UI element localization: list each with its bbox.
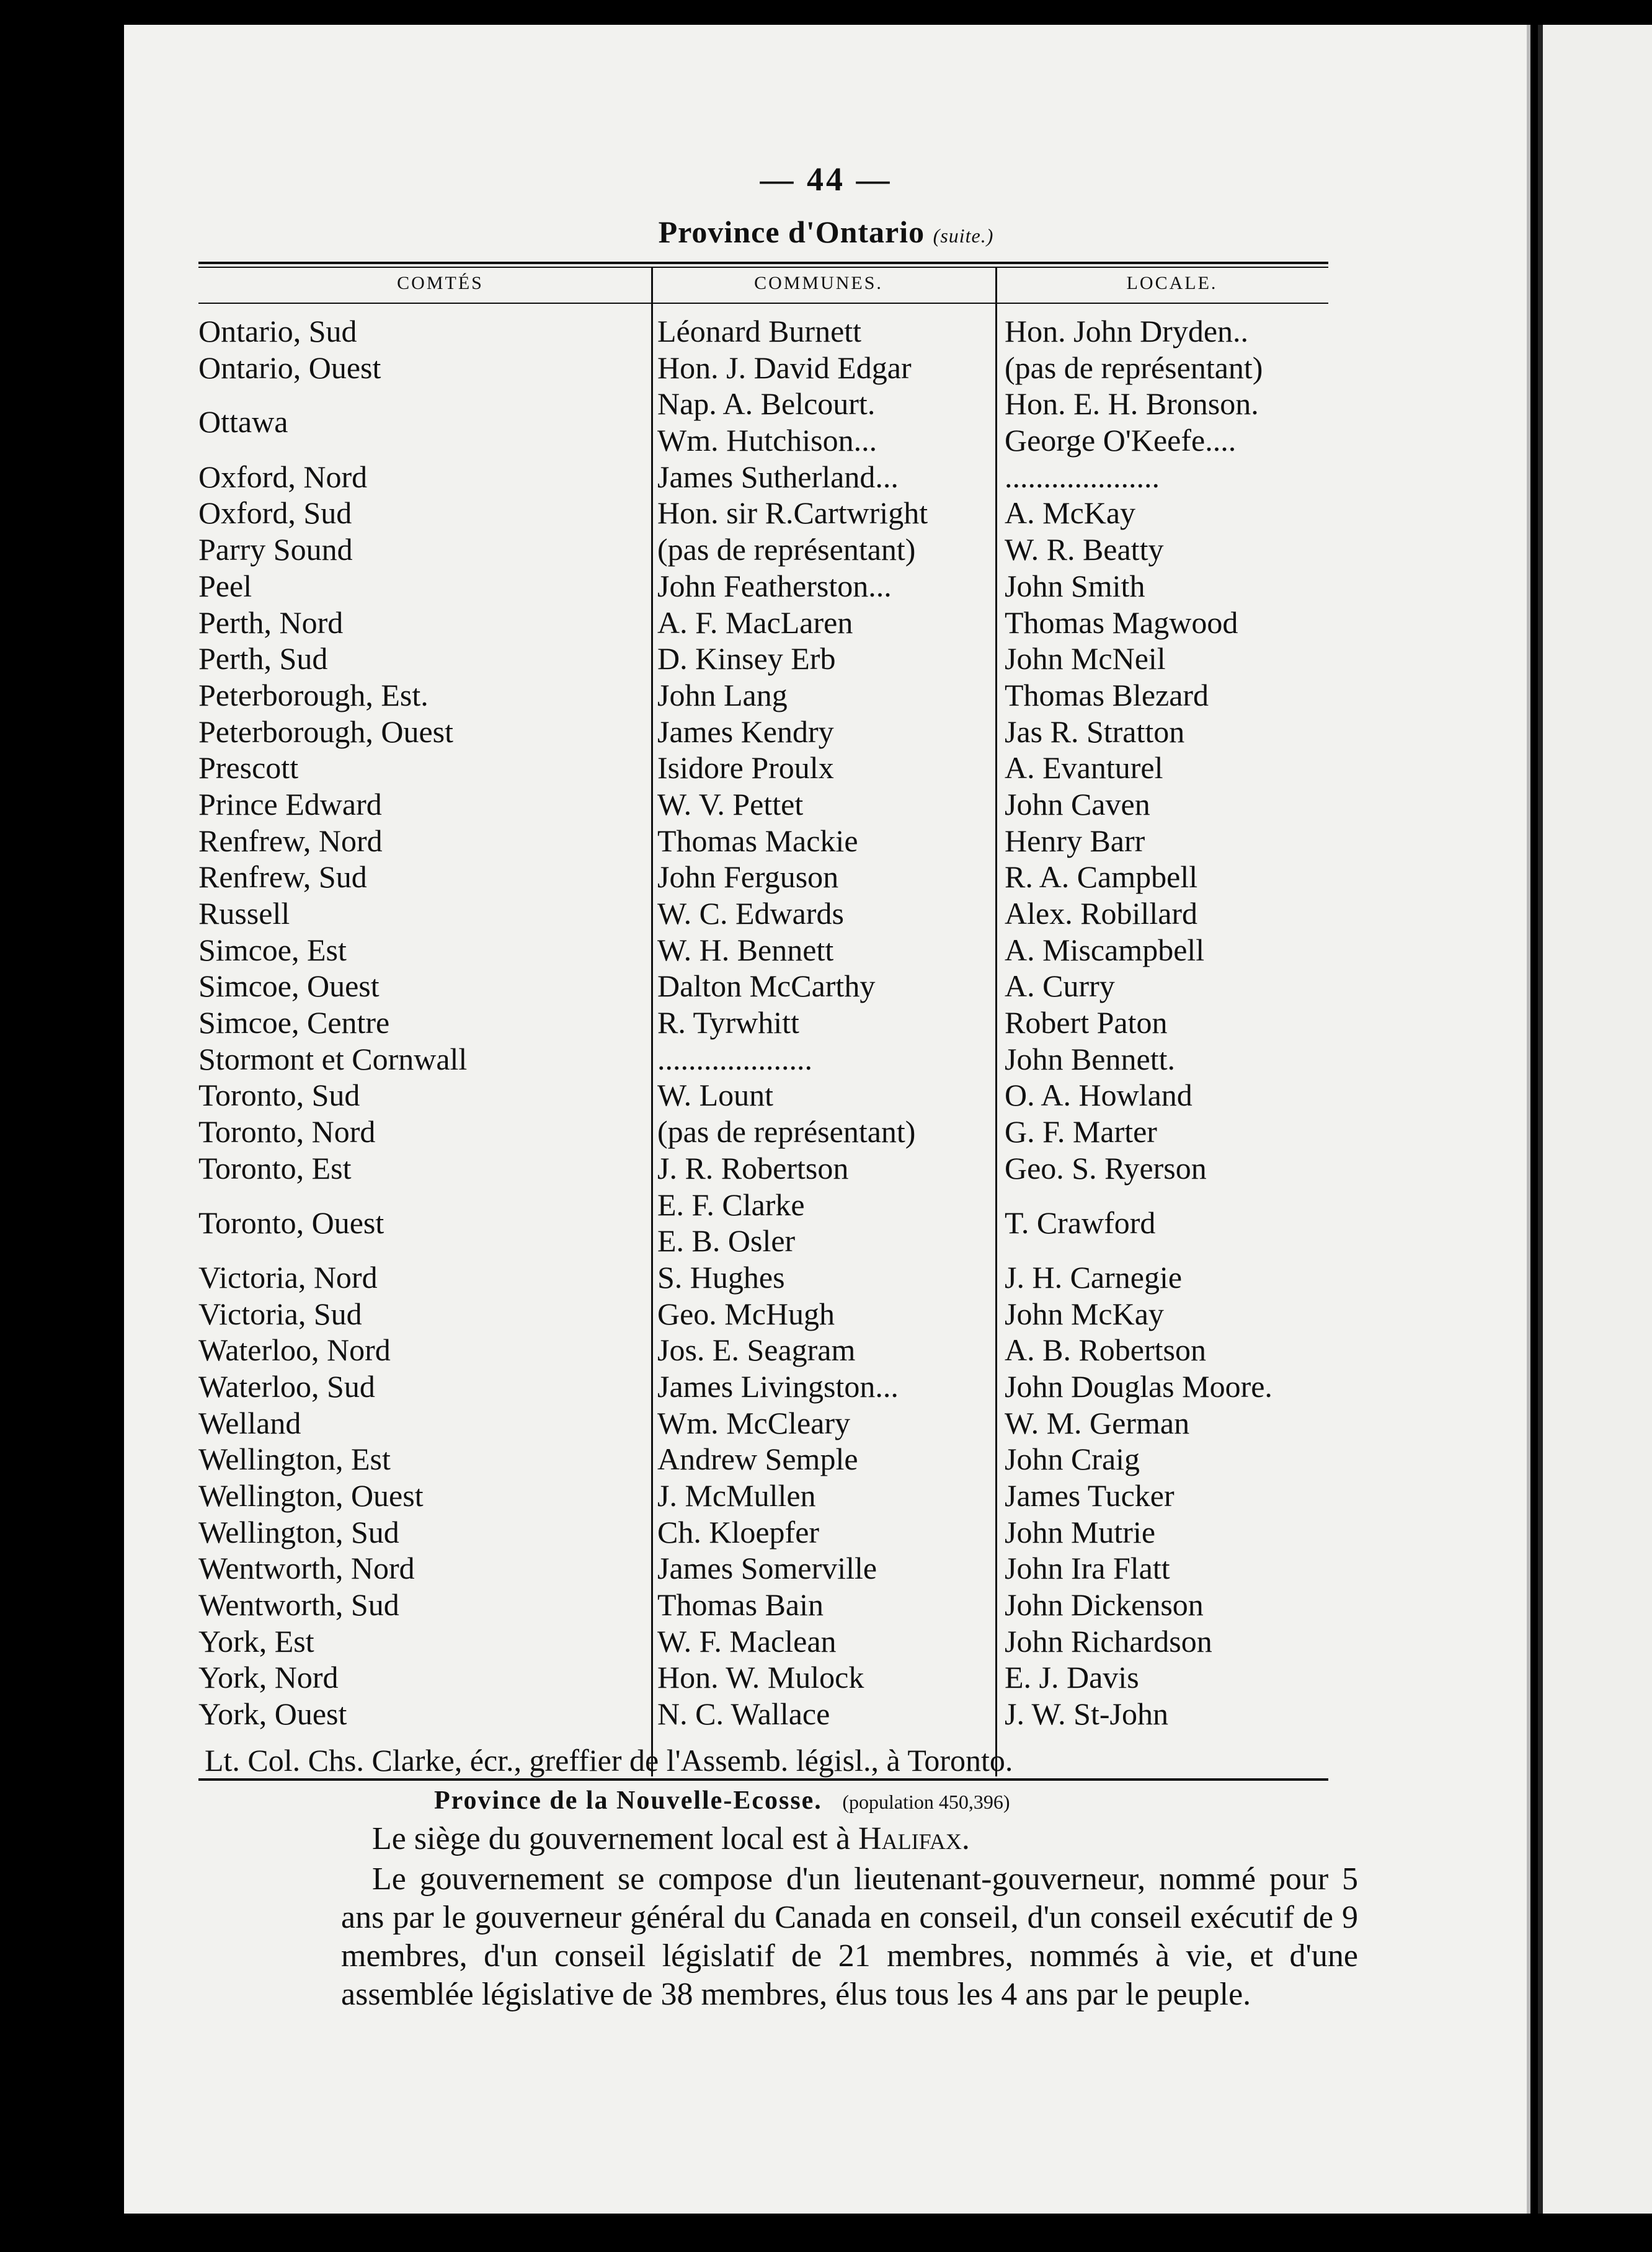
- local-cell: [1005, 350, 1327, 386]
- local-member: Thomas Blezard: [1005, 677, 1209, 712]
- seat-city: Halifax.: [858, 1821, 970, 1856]
- commons-cell: [657, 1150, 992, 1187]
- county-cell: Toronto, Est: [198, 1150, 352, 1186]
- table-row: [198, 1478, 1328, 1514]
- local-member: G. F. Marter: [1005, 1114, 1157, 1150]
- commons-member: Hon. sir R.Cartwright: [657, 495, 928, 531]
- local-cell: [1005, 313, 1327, 350]
- column-header-locale: LOCALE.: [1126, 273, 1218, 293]
- county-cell: Renfrew, Sud: [198, 859, 367, 895]
- local-member: John Caven: [1005, 786, 1150, 822]
- county-cell: Ontario, Ouest: [198, 350, 381, 385]
- table-row: [198, 932, 1328, 969]
- table-row: [198, 495, 1328, 531]
- county-cell: Oxford, Nord: [198, 459, 368, 494]
- local-cell: [1005, 1114, 1327, 1150]
- commons-member: E. F. Clarke: [657, 1187, 805, 1222]
- local-member: E. J. Davis: [1005, 1660, 1139, 1695]
- nova-scotia-title: Province de la Nouvelle-Ecosse.: [434, 1786, 822, 1815]
- table-row: [198, 1550, 1328, 1587]
- commons-member: Hon. W. Mulock: [657, 1660, 864, 1695]
- local-cell: [1005, 823, 1327, 859]
- table-row: [198, 1004, 1328, 1041]
- local-member: O. A. Howland: [1005, 1078, 1192, 1113]
- local-cell: [1005, 531, 1327, 568]
- heading-suffix: (suite.): [933, 224, 994, 247]
- local-cell: [1005, 1296, 1327, 1332]
- commons-member: Jos. E. Seagram: [657, 1332, 856, 1368]
- local-member: Hon. E. H. Bronson.: [1005, 386, 1259, 422]
- county-cell: Parry Sound: [198, 532, 353, 567]
- county-cell: Toronto, Ouest: [198, 1205, 384, 1240]
- commons-cell: [657, 1478, 992, 1514]
- local-member: J. W. St-John: [1005, 1696, 1168, 1732]
- county-cell: Ontario, Sud: [198, 314, 357, 348]
- local-member: Robert Paton: [1005, 1005, 1168, 1040]
- commons-cell: [657, 1659, 992, 1696]
- commons-member: W. C. Edwards: [657, 896, 844, 931]
- commons-member: James Somerville: [657, 1551, 877, 1586]
- commons-cell: [657, 1550, 992, 1587]
- members-table: [198, 313, 1328, 1732]
- commons-cell: [657, 1187, 992, 1259]
- county-cell: Waterloo, Sud: [198, 1368, 375, 1404]
- commons-member: A. F. MacLaren: [657, 605, 853, 640]
- table-row: [198, 1114, 1328, 1150]
- page-number: — 44 —: [760, 161, 892, 198]
- local-member: W. M. German: [1005, 1405, 1190, 1440]
- commons-member: James Livingston...: [657, 1368, 899, 1404]
- commons-cell: [657, 1405, 992, 1442]
- local-cell: [1005, 1550, 1327, 1587]
- table-row: [198, 1441, 1328, 1478]
- table-row: [198, 714, 1328, 750]
- table-row: [198, 313, 1328, 350]
- county-cell: Perth, Nord: [198, 605, 344, 640]
- table-row: [198, 1587, 1328, 1623]
- local-member: R. A. Campbell: [1005, 859, 1198, 895]
- county-cell: Wellington, Sud: [198, 1514, 399, 1549]
- local-member: John McKay: [1005, 1296, 1164, 1331]
- commons-member: W. F. Maclean: [657, 1623, 837, 1659]
- county-cell: Renfrew, Nord: [198, 823, 383, 858]
- commons-member: James Kendry: [657, 714, 834, 749]
- local-member: Alex. Robillard: [1005, 896, 1198, 931]
- commons-member: S. Hughes: [657, 1259, 785, 1295]
- commons-cell: [657, 386, 992, 458]
- table-row: [198, 1150, 1328, 1187]
- local-cell: [1005, 386, 1327, 458]
- county-cell: Welland: [198, 1405, 301, 1440]
- county-cell: Peterborough, Est.: [198, 677, 429, 712]
- local-cell: [1005, 1514, 1327, 1551]
- commons-cell: [657, 714, 992, 750]
- commons-cell: [657, 750, 992, 786]
- commons-cell: [657, 313, 992, 350]
- commons-member: James Sutherland...: [657, 459, 899, 494]
- nova-scotia-population: (population 450,396): [842, 1791, 1010, 1813]
- commons-member: Thomas Bain: [657, 1587, 824, 1623]
- county-cell: York, Est: [198, 1623, 314, 1659]
- commons-member: D. Kinsey Erb: [657, 641, 836, 676]
- county-cell: Ottawa: [198, 404, 288, 440]
- commons-member: Wm. McCleary: [657, 1405, 851, 1440]
- local-cell: [1005, 1587, 1327, 1623]
- local-cell: [1005, 895, 1327, 932]
- commons-cell: [657, 786, 992, 823]
- county-cell: York, Nord: [198, 1660, 339, 1695]
- commons-member: (pas de représentant): [657, 532, 916, 567]
- county-cell: Russell: [198, 896, 290, 931]
- commons-member: Hon. J. David Edgar: [657, 350, 912, 385]
- nova-scotia-paragraph: Le gouvernement se compose d'un lieutenant-gouverneur, nommé pour 5 ans par le gouverneur général du Canada en conseil, d'un conseil exécutif de 9 membres, d'un conseil législatif de 21 membres, nommés à vie, et d'une assemblée législative de 38 membres, élus tous les 4 ans par le peuple.: [341, 1861, 1358, 2012]
- table-row: [198, 677, 1328, 714]
- commons-member: W. H. Bennett: [657, 932, 834, 967]
- commons-member: J. McMullen: [657, 1478, 816, 1514]
- table-row: [198, 459, 1328, 495]
- local-member: John Smith: [1005, 568, 1145, 603]
- local-member: John Douglas Moore.: [1005, 1368, 1272, 1404]
- table-row: [198, 350, 1328, 386]
- local-cell: [1005, 1368, 1327, 1405]
- county-cell: Peel: [198, 568, 252, 603]
- table-row: [198, 568, 1328, 605]
- table-row: [198, 1368, 1328, 1405]
- local-member: A. McKay: [1005, 495, 1136, 531]
- commons-cell: [657, 1114, 992, 1150]
- local-member: A. Curry: [1005, 969, 1115, 1004]
- local-cell: [1005, 1332, 1327, 1368]
- commons-member: N. C. Wallace: [657, 1696, 830, 1732]
- commons-member: Isidore Proulx: [657, 750, 834, 786]
- commons-member: W. V. Pettet: [657, 786, 804, 822]
- county-cell: Wellington, Ouest: [198, 1478, 424, 1514]
- commons-member: John Featherston...: [657, 568, 892, 603]
- table-row: [198, 1259, 1328, 1296]
- county-cell: York, Ouest: [198, 1696, 347, 1732]
- commons-cell: [657, 1041, 992, 1078]
- heading-title: Province d'Ontario: [658, 215, 925, 249]
- table-row: [198, 895, 1328, 932]
- seat-text: Le siège du gouvernement local est à: [372, 1821, 851, 1856]
- commons-member: R. Tyrwhitt: [657, 1005, 799, 1040]
- commons-member: J. R. Robertson: [657, 1150, 849, 1186]
- local-cell: [1005, 1004, 1327, 1041]
- commons-member: W. Lount: [657, 1078, 774, 1113]
- local-cell: [1005, 1405, 1327, 1442]
- commons-cell: [657, 641, 992, 677]
- commons-cell: [657, 1004, 992, 1041]
- table-row: [198, 1296, 1328, 1332]
- table-row: [198, 1077, 1328, 1114]
- county-cell: Wellington, Est: [198, 1442, 391, 1477]
- column-header-comtes: COMTÉS: [397, 273, 484, 293]
- local-cell: [1005, 568, 1327, 605]
- local-member: John Dickenson: [1005, 1587, 1204, 1623]
- page-heading: [0, 214, 1652, 250]
- county-cell: Oxford, Sud: [198, 495, 352, 531]
- commons-member-second: E. B. Osler: [657, 1223, 796, 1259]
- nova-scotia-heading: [434, 1786, 1010, 1815]
- table-row: [198, 786, 1328, 823]
- adjacent-page-edge: [1538, 25, 1652, 2214]
- local-member: T. Crawford: [1005, 1205, 1156, 1240]
- column-header-communes: COMMUNES.: [754, 273, 883, 293]
- local-cell: [1005, 1659, 1327, 1696]
- commons-cell: [657, 1259, 992, 1296]
- local-cell: [1005, 1077, 1327, 1114]
- commons-cell: [657, 1332, 992, 1368]
- commons-cell: [657, 568, 992, 605]
- local-cell: [1005, 1696, 1327, 1732]
- local-cell: [1005, 1259, 1327, 1296]
- table-row: [198, 1514, 1328, 1551]
- local-member: John Richardson: [1005, 1623, 1212, 1659]
- county-cell: Victoria, Nord: [198, 1259, 378, 1295]
- local-member: John Craig: [1005, 1442, 1140, 1477]
- commons-cell: [657, 1296, 992, 1332]
- local-member: ....................: [1005, 459, 1160, 494]
- clerk-line: Lt. Col. Chs. Clarke, écr., greffier de l'Assemb. législ., à Toronto.: [205, 1743, 1013, 1778]
- commons-member: ....................: [657, 1041, 812, 1076]
- local-cell: [1005, 750, 1327, 786]
- county-cell: Simcoe, Centre: [198, 1005, 390, 1040]
- table-row: [198, 1332, 1328, 1368]
- local-member: (pas de représentant): [1005, 350, 1263, 385]
- local-member: A. Miscampbell: [1005, 932, 1205, 967]
- local-cell: [1005, 1478, 1327, 1514]
- local-cell: [1005, 968, 1327, 1004]
- local-member: Jas R. Stratton: [1005, 714, 1185, 749]
- local-member: J. H. Carnegie: [1005, 1259, 1183, 1295]
- table-row: [198, 1623, 1328, 1660]
- commons-member: Léonard Burnett: [657, 314, 862, 348]
- local-cell: [1005, 932, 1327, 969]
- commons-cell: [657, 823, 992, 859]
- commons-cell: [657, 677, 992, 714]
- commons-cell: [657, 859, 992, 895]
- local-member: John Mutrie: [1005, 1514, 1156, 1549]
- local-member: A. B. Robertson: [1005, 1332, 1206, 1368]
- county-cell: Simcoe, Est: [198, 932, 347, 967]
- local-cell: [1005, 1441, 1327, 1478]
- local-member: Thomas Magwood: [1005, 605, 1238, 640]
- local-cell: [1005, 677, 1327, 714]
- commons-cell: [657, 1441, 992, 1478]
- county-cell: Wentworth, Sud: [198, 1587, 399, 1623]
- local-cell: [1005, 459, 1327, 495]
- commons-member: John Ferguson: [657, 859, 839, 895]
- commons-cell: [657, 1696, 992, 1732]
- county-cell: Waterloo, Nord: [198, 1332, 391, 1368]
- county-cell: Toronto, Sud: [198, 1078, 360, 1113]
- county-cell: Prescott: [198, 750, 299, 786]
- county-cell: Victoria, Sud: [198, 1296, 362, 1331]
- local-member: A. Evanturel: [1005, 750, 1163, 786]
- header-rule: [198, 303, 1328, 304]
- local-cell: [1005, 859, 1327, 895]
- local-member: W. R. Beatty: [1005, 532, 1164, 567]
- commons-cell: [657, 1587, 992, 1623]
- commons-cell: [657, 459, 992, 495]
- top-rule: [198, 262, 1328, 264]
- county-cell: Toronto, Nord: [198, 1114, 376, 1150]
- local-cell: [1005, 1187, 1327, 1259]
- commons-cell: [657, 350, 992, 386]
- commons-cell: [657, 895, 992, 932]
- commons-cell: [657, 531, 992, 568]
- table-row: [198, 1041, 1328, 1078]
- local-cell: [1005, 714, 1327, 750]
- local-member: Hon. John Dryden..: [1005, 314, 1249, 348]
- commons-cell: [657, 1514, 992, 1551]
- table-row: [198, 605, 1328, 641]
- county-cell: Stormont et Cornwall: [198, 1041, 468, 1076]
- county-cell: Wentworth, Nord: [198, 1551, 415, 1586]
- local-cell: [1005, 1150, 1327, 1187]
- local-member-second: George O'Keefe....: [1005, 423, 1237, 458]
- local-member: John Bennett.: [1005, 1041, 1175, 1076]
- commons-member: (pas de représentant): [657, 1114, 916, 1150]
- local-cell: [1005, 1041, 1327, 1078]
- commons-cell: [657, 932, 992, 969]
- commons-member: John Lang: [657, 677, 788, 712]
- commons-cell: [657, 1623, 992, 1660]
- table-row: [198, 531, 1328, 568]
- table-row: [198, 641, 1328, 677]
- nova-scotia-seat: [372, 1820, 1389, 1858]
- county-cell: Perth, Sud: [198, 641, 328, 676]
- table-row: [198, 859, 1328, 895]
- table-row: [198, 386, 1328, 458]
- commons-cell: [657, 605, 992, 641]
- local-cell: [1005, 1623, 1327, 1660]
- top-rule-thin: [198, 267, 1328, 268]
- local-member: Henry Barr: [1005, 823, 1145, 858]
- table-row: [198, 823, 1328, 859]
- commons-member: Thomas Mackie: [657, 823, 858, 858]
- local-member: Geo. S. Ryerson: [1005, 1150, 1207, 1186]
- section-rule: [198, 1778, 1328, 1781]
- county-cell: Prince Edward: [198, 786, 382, 822]
- local-cell: [1005, 641, 1327, 677]
- local-member: John McNeil: [1005, 641, 1166, 676]
- table-row: [198, 1659, 1328, 1696]
- commons-cell: [657, 1368, 992, 1405]
- county-cell: Simcoe, Ouest: [198, 969, 380, 1004]
- county-cell: Peterborough, Ouest: [198, 714, 454, 749]
- commons-member: Geo. McHugh: [657, 1296, 835, 1331]
- commons-member: Nap. A. Belcourt.: [657, 386, 876, 422]
- commons-member-second: Wm. Hutchison...: [657, 423, 877, 458]
- local-cell: [1005, 605, 1327, 641]
- table-row: [198, 1405, 1328, 1442]
- commons-member: Dalton McCarthy: [657, 969, 876, 1004]
- local-member: John Ira Flatt: [1005, 1551, 1170, 1586]
- table-row: [198, 1187, 1328, 1259]
- table-row: [198, 968, 1328, 1004]
- commons-cell: [657, 968, 992, 1004]
- local-cell: [1005, 786, 1327, 823]
- table-row: [198, 750, 1328, 786]
- local-member: James Tucker: [1005, 1478, 1175, 1514]
- commons-cell: [657, 1077, 992, 1114]
- commons-member: Ch. Kloepfer: [657, 1514, 820, 1549]
- commons-member: Andrew Semple: [657, 1442, 858, 1477]
- local-cell: [1005, 495, 1327, 531]
- table-row: [198, 1696, 1328, 1732]
- commons-cell: [657, 495, 992, 531]
